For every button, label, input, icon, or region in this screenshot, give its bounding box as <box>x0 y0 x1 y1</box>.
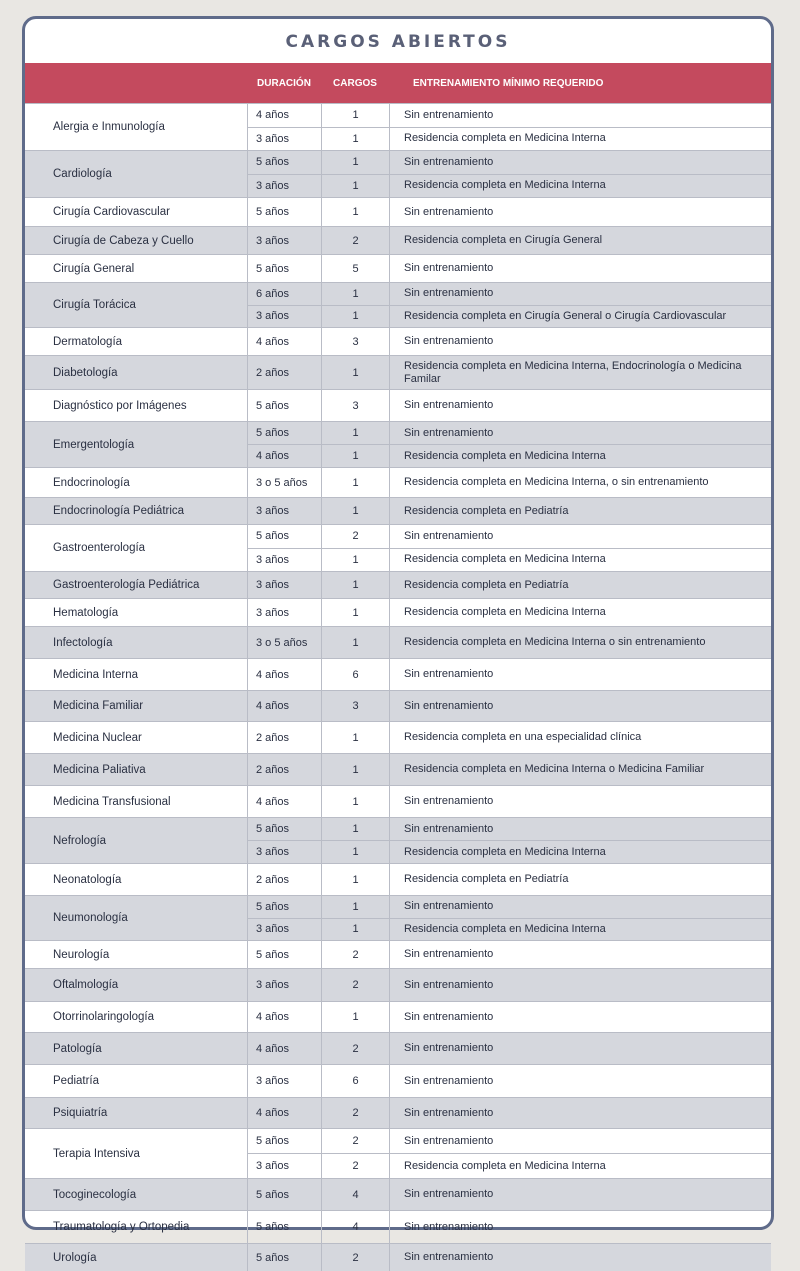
specialty-name: Gastroenterología Pediátrica <box>53 579 200 591</box>
specialty-subrow <box>247 1179 771 1210</box>
positions-cell: 1 <box>321 151 389 174</box>
table-row <box>25 940 771 968</box>
positions-cell: 4 <box>321 1211 389 1243</box>
training-cell: Sin entrenamiento <box>389 390 771 421</box>
specialty-name: Medicina Interna <box>53 668 139 681</box>
training-cell: Sin entrenamiento <box>389 659 771 690</box>
specialty-subrow <box>247 1098 771 1128</box>
table-row <box>25 968 771 1001</box>
specialty-subrow <box>247 227 771 254</box>
table-row <box>25 524 771 571</box>
table-row <box>25 753 771 785</box>
duration-cell: 5 años <box>247 818 321 840</box>
specialty-name: Cirugía General <box>53 262 135 275</box>
specialty-name: Nefrología <box>53 834 107 847</box>
table-row <box>25 598 771 626</box>
duration-cell: 3 años <box>247 498 321 524</box>
duration-cell: 3 años <box>247 1065 321 1097</box>
training-cell: Residencia completa en Medicina Interna <box>389 549 771 572</box>
duration-cell: 5 años <box>247 525 321 548</box>
table-header <box>25 63 771 103</box>
training-cell: Sin entrenamiento <box>389 1179 771 1210</box>
duration-cell: 3 años <box>247 841 321 863</box>
training-cell: Sin entrenamiento <box>389 255 771 282</box>
specialty-subrow <box>247 390 771 421</box>
specialty-name: Diagnóstico por Imágenes <box>53 399 187 412</box>
specialty-name: Endocrinología <box>53 476 130 489</box>
positions-cell: 1 <box>321 599 389 626</box>
positions-cell: 4 <box>321 1179 389 1210</box>
training-cell: Residencia completa en Pediatría <box>389 572 771 598</box>
table-row <box>25 150 771 197</box>
table-row <box>25 1210 771 1243</box>
specialty-name: Medicina Paliativa <box>53 763 146 776</box>
training-cell: Residencia completa en Medicina Interna <box>389 445 771 467</box>
specialty-name: Cirugía Cardiovascular <box>53 206 170 218</box>
positions-cell: 3 <box>321 691 389 721</box>
specialty-name: Oftalmología <box>53 979 119 991</box>
specialty-subrow <box>247 151 771 174</box>
positions-cell: 2 <box>321 1129 389 1153</box>
training-cell: Sin entrenamiento <box>389 151 771 174</box>
training-cell: Residencia completa en una especialidad clínica <box>389 722 771 753</box>
positions-cell: 1 <box>321 445 389 467</box>
positions-cell: 2 <box>321 1244 389 1271</box>
table-row <box>25 282 771 327</box>
training-cell: Sin entrenamiento <box>389 941 771 968</box>
duration-cell: 4 años <box>247 445 321 467</box>
specialty-name: Diabetología <box>53 366 118 379</box>
specialty-subrow <box>247 896 771 918</box>
positions-cell: 1 <box>321 722 389 753</box>
duration-cell: 3 años <box>247 227 321 254</box>
table-row <box>25 658 771 690</box>
specialty-name: Tocoginecología <box>53 1188 137 1201</box>
table-row <box>25 785 771 817</box>
duration-cell: 5 años <box>247 941 321 968</box>
positions-cell: 1 <box>321 818 389 840</box>
training-cell: Sin entrenamiento <box>389 969 771 1001</box>
table-row <box>25 389 771 421</box>
specialty-subrow <box>247 1002 771 1032</box>
table-row <box>25 817 771 863</box>
positions-cell: 1 <box>321 175 389 198</box>
specialty-name: Alergia e Inmunología <box>53 121 165 133</box>
duration-cell: 3 años <box>247 919 321 941</box>
specialty-subrow <box>247 722 771 753</box>
positions-cell: 1 <box>321 1002 389 1032</box>
specialty-name: Neonatología <box>53 873 122 886</box>
positions-cell: 1 <box>321 356 389 389</box>
duration-cell: 6 años <box>247 283 321 305</box>
training-cell: Residencia completa en Medicina Interna o Medicina Familiar <box>389 754 771 785</box>
specialty-subrow <box>247 174 771 198</box>
header-duration: DURACIÓN <box>257 77 311 89</box>
duration-cell: 2 años <box>247 754 321 785</box>
training-cell: Residencia completa en Medicina Interna <box>389 128 771 151</box>
training-cell: Sin entrenamiento <box>389 786 771 817</box>
specialty-name: Terapia Intensiva <box>53 1147 140 1160</box>
page-title: CARGOS ABIERTOS <box>285 32 511 52</box>
specialty-subrow <box>247 941 771 968</box>
specialty-subrow <box>247 283 771 305</box>
positions-cell: 1 <box>321 549 389 572</box>
duration-cell: 3 o 5 años <box>247 627 321 658</box>
header-training: ENTRENAMIENTO MÍNIMO REQUERIDO <box>413 77 604 89</box>
positions-card <box>22 16 774 1264</box>
table-row <box>25 571 771 598</box>
table-row <box>25 327 771 355</box>
training-cell: Residencia completa en Medicina Interna, o sin entrenamiento <box>389 468 771 497</box>
duration-cell: 4 años <box>247 1033 321 1064</box>
specialty-name: Hematología <box>53 606 119 619</box>
specialty-name: Neurología <box>53 948 110 961</box>
specialty-subrow <box>247 840 771 863</box>
table-row <box>25 1001 771 1032</box>
positions-cell: 1 <box>321 104 389 127</box>
specialty-name: Endocrinología Pediátrica <box>53 505 185 517</box>
specialty-subrow <box>247 754 771 785</box>
positions-cell: 2 <box>321 1154 389 1178</box>
table-row <box>25 103 771 150</box>
duration-cell: 3 años <box>247 128 321 151</box>
positions-cell: 2 <box>321 969 389 1001</box>
training-cell: Residencia completa en Cirugía General <box>389 227 771 254</box>
duration-cell: 4 años <box>247 1098 321 1128</box>
training-cell: Sin entrenamiento <box>389 328 771 355</box>
positions-cell: 2 <box>321 1098 389 1128</box>
table-row <box>25 1128 771 1178</box>
table-row <box>25 721 771 753</box>
positions-cell: 2 <box>321 227 389 254</box>
specialty-subrow <box>247 525 771 548</box>
specialty-name: Traumatología y Ortopedia <box>53 1221 190 1233</box>
duration-cell: 3 años <box>247 572 321 598</box>
specialty-name: Neumonología <box>53 912 128 924</box>
specialty-subrow <box>247 1129 771 1153</box>
duration-cell: 5 años <box>247 422 321 444</box>
duration-cell: 3 o 5 años <box>247 468 321 497</box>
table-row <box>25 197 771 226</box>
specialty-subrow <box>247 572 771 598</box>
specialty-subrow <box>247 422 771 444</box>
specialty-subrow <box>247 691 771 721</box>
training-cell: Sin entrenamiento <box>389 1244 771 1271</box>
duration-cell: 5 años <box>247 390 321 421</box>
specialty-name: Urología <box>53 1251 97 1264</box>
positions-cell: 6 <box>321 1065 389 1097</box>
specialty-name: Cardiología <box>53 168 112 180</box>
specialty-name: Pediatría <box>53 1075 100 1087</box>
table-row <box>25 1064 771 1097</box>
duration-cell: 3 años <box>247 1154 321 1178</box>
specialty-name: Medicina Transfusional <box>53 795 171 808</box>
positions-cell: 3 <box>321 390 389 421</box>
training-cell: Residencia completa en Medicina Interna, Endocrinología o Medicina Familar <box>389 356 771 389</box>
positions-cell: 3 <box>321 328 389 355</box>
table-row <box>25 355 771 389</box>
specialty-name: Cirugía Torácica <box>53 299 136 311</box>
duration-cell: 5 años <box>247 151 321 174</box>
training-cell: Residencia completa en Medicina Interna <box>389 1154 771 1178</box>
positions-cell: 1 <box>321 627 389 658</box>
specialty-subrow <box>247 498 771 524</box>
training-cell: Sin entrenamiento <box>389 1098 771 1128</box>
specialty-subrow <box>247 786 771 817</box>
positions-cell: 1 <box>321 306 389 328</box>
positions-cell: 1 <box>321 422 389 444</box>
training-cell: Sin entrenamiento <box>389 1211 771 1243</box>
positions-cell: 1 <box>321 896 389 918</box>
table-body <box>25 103 771 1271</box>
training-cell: Sin entrenamiento <box>389 896 771 918</box>
specialty-subrow <box>247 1065 771 1097</box>
table-row <box>25 467 771 497</box>
training-cell: Sin entrenamiento <box>389 818 771 840</box>
positions-cell: 2 <box>321 1033 389 1064</box>
duration-cell: 5 años <box>247 198 321 226</box>
training-cell: Sin entrenamiento <box>389 1129 771 1153</box>
duration-cell: 4 años <box>247 786 321 817</box>
duration-cell: 5 años <box>247 1179 321 1210</box>
specialty-subrow <box>247 468 771 497</box>
table-row <box>25 1178 771 1210</box>
duration-cell: 3 años <box>247 969 321 1001</box>
positions-cell: 1 <box>321 919 389 941</box>
specialty-name: Patología <box>53 1042 102 1055</box>
positions-cell: 1 <box>321 198 389 226</box>
positions-cell: 1 <box>321 128 389 151</box>
training-cell: Residencia completa en Cirugía General o Cirugía Cardiovascular <box>389 306 771 328</box>
specialty-subrow <box>247 198 771 226</box>
duration-cell: 2 años <box>247 722 321 753</box>
specialty-name: Infectología <box>53 636 113 649</box>
duration-cell: 5 años <box>247 1211 321 1243</box>
positions-cell: 1 <box>321 498 389 524</box>
training-cell: Sin entrenamiento <box>389 1002 771 1032</box>
specialty-name: Gastroenterología <box>53 542 146 554</box>
duration-cell: 3 años <box>247 599 321 626</box>
specialty-subrow <box>247 818 771 840</box>
table-row <box>25 254 771 282</box>
table-row <box>25 1032 771 1064</box>
specialty-subrow <box>247 1033 771 1064</box>
training-cell: Sin entrenamiento <box>389 691 771 721</box>
table-row <box>25 421 771 467</box>
training-cell: Residencia completa en Pediatría <box>389 864 771 895</box>
duration-cell: 5 años <box>247 255 321 282</box>
specialty-subrow <box>247 356 771 389</box>
positions-cell: 1 <box>321 864 389 895</box>
duration-cell: 5 años <box>247 1244 321 1271</box>
table-row <box>25 690 771 721</box>
training-cell: Residencia completa en Medicina Interna o sin entrenamiento <box>389 627 771 658</box>
specialty-subrow <box>247 969 771 1001</box>
duration-cell: 5 años <box>247 1129 321 1153</box>
training-cell: Sin entrenamiento <box>389 198 771 226</box>
specialty-subrow <box>247 627 771 658</box>
table-row <box>25 863 771 895</box>
specialty-subrow <box>247 659 771 690</box>
duration-cell: 4 años <box>247 659 321 690</box>
specialty-subrow <box>247 864 771 895</box>
specialty-name: Medicina Nuclear <box>53 731 142 744</box>
positions-cell: 1 <box>321 754 389 785</box>
positions-cell: 1 <box>321 283 389 305</box>
specialty-subrow <box>247 1153 771 1178</box>
duration-cell: 3 años <box>247 175 321 198</box>
specialty-subrow <box>247 918 771 941</box>
training-cell: Sin entrenamiento <box>389 422 771 444</box>
table-row <box>25 895 771 940</box>
training-cell: Residencia completa en Medicina Interna <box>389 919 771 941</box>
specialty-subrow <box>247 328 771 355</box>
duration-cell: 2 años <box>247 864 321 895</box>
specialty-name: Emergentología <box>53 438 135 451</box>
specialty-subrow <box>247 1211 771 1243</box>
duration-cell: 3 años <box>247 549 321 572</box>
specialty-name: Cirugía de Cabeza y Cuello <box>53 234 194 247</box>
training-cell: Sin entrenamiento <box>389 104 771 127</box>
specialty-subrow <box>247 1244 771 1271</box>
specialty-subrow <box>247 305 771 328</box>
specialty-subrow <box>247 444 771 467</box>
positions-cell: 5 <box>321 255 389 282</box>
training-cell: Sin entrenamiento <box>389 1033 771 1064</box>
table-row <box>25 226 771 254</box>
table-row <box>25 626 771 658</box>
specialty-name: Otorrinolaringología <box>53 1011 155 1023</box>
duration-cell: 5 años <box>247 896 321 918</box>
table-row <box>25 1097 771 1128</box>
specialty-subrow <box>247 104 771 127</box>
training-cell: Residencia completa en Medicina Interna <box>389 599 771 626</box>
duration-cell: 4 años <box>247 1002 321 1032</box>
positions-cell: 6 <box>321 659 389 690</box>
specialty-name: Dermatología <box>53 335 123 348</box>
duration-cell: 4 años <box>247 328 321 355</box>
positions-cell: 1 <box>321 572 389 598</box>
specialty-subrow <box>247 599 771 626</box>
table-row <box>25 1243 771 1271</box>
positions-cell: 2 <box>321 941 389 968</box>
duration-cell: 4 años <box>247 104 321 127</box>
training-cell: Residencia completa en Medicina Interna <box>389 175 771 198</box>
positions-cell: 1 <box>321 786 389 817</box>
training-cell: Residencia completa en Pediatría <box>389 498 771 524</box>
duration-cell: 2 años <box>247 356 321 389</box>
training-cell: Sin entrenamiento <box>389 283 771 305</box>
training-cell: Residencia completa en Medicina Interna <box>389 841 771 863</box>
positions-cell: 1 <box>321 468 389 497</box>
header-positions: CARGOS <box>333 77 377 89</box>
duration-cell: 3 años <box>247 306 321 328</box>
specialty-subrow <box>247 548 771 572</box>
specialty-name: Medicina Familiar <box>53 700 144 712</box>
specialty-name: Psiquiatría <box>53 1107 108 1119</box>
positions-cell: 1 <box>321 841 389 863</box>
specialty-subrow <box>247 255 771 282</box>
training-cell: Sin entrenamiento <box>389 1065 771 1097</box>
training-cell: Sin entrenamiento <box>389 525 771 548</box>
positions-cell: 2 <box>321 525 389 548</box>
specialty-subrow <box>247 127 771 151</box>
duration-cell: 4 años <box>247 691 321 721</box>
table-row <box>25 497 771 524</box>
